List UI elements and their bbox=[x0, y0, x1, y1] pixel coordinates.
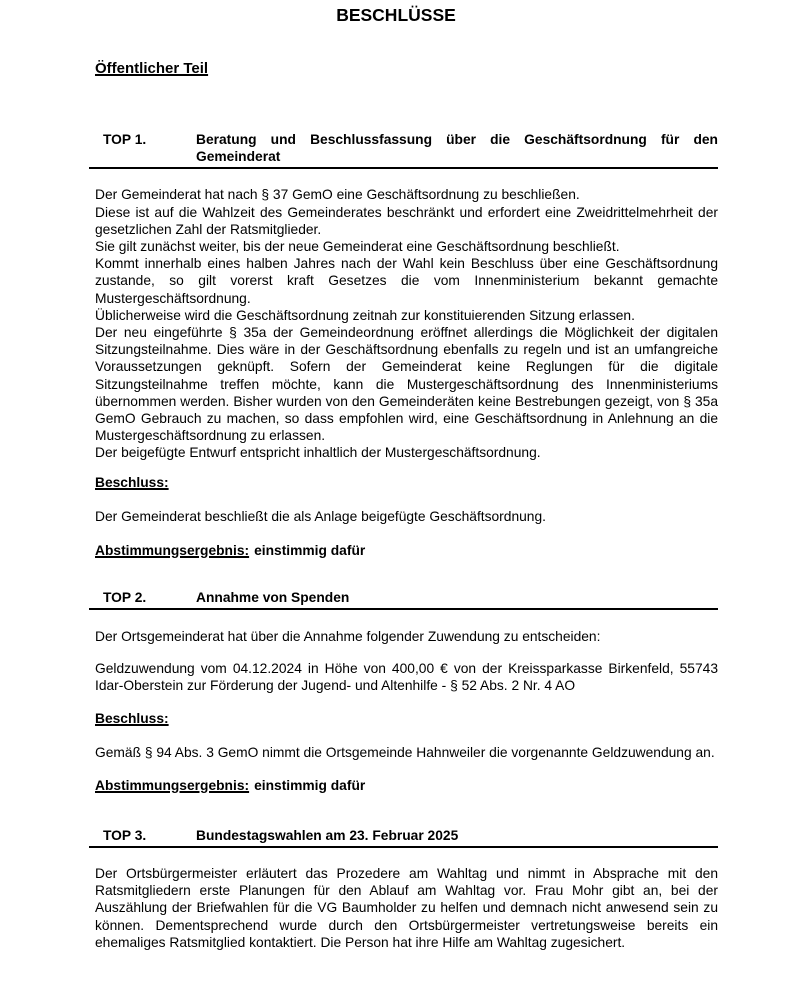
top3-title: Bundestagswahlen am 23. Februar 2025 bbox=[196, 827, 459, 843]
top3-heading bbox=[89, 827, 718, 848]
top1-title: Beratung und Beschlussfassung über die Geschäftsordnung für den Gemeinderat bbox=[196, 132, 718, 165]
paragraph: Der Ortsbürgermeister erläutert das Prozedere am Wahltag und nimmt in Absprache mit den Ratsmitgliedern erste Planungen für den Ablauf am Wahltag vor. Frau Mohr gibt an, bei der Auszählung der Briefwahlen für die VG Baumholder zu helfen und demnach nicht anwesend sein zu können. Dementsprechend wurde durch den Ortsbürgermeister vertretungsweise bereits ein ehemaliges Ratsmitglied kontaktiert. Die Person hat ihre Hilfe am Wahltag zugesichert. bbox=[95, 865, 718, 950]
top2-beschluss-body bbox=[95, 744, 718, 761]
paragraph: Kommt innerhalb eines halben Jahres nach der Wahl kein Beschluss über eine Geschäftsordnung zustande, so gilt vorerst kraft Gesetzes die vom Innenministerium bekannt gemachte Mustergeschäftsordnung. bbox=[95, 256, 718, 306]
paragraph: Diese ist auf die Wahlzeit des Gemeinderates beschränkt und erfordert eine Zweidrittelmehrheit der gesetzlichen Zahl der Ratsmitglieder. bbox=[95, 204, 718, 237]
abstimmung-label: Abstimmungsergebnis: bbox=[95, 778, 250, 794]
top2-intro bbox=[95, 628, 718, 645]
document-title: BESCHLÜSSE bbox=[336, 5, 456, 25]
top3-label: TOP 3. bbox=[103, 827, 147, 843]
document-page bbox=[0, 4, 792, 951]
top1-heading bbox=[89, 131, 718, 169]
paragraph: Der Gemeinderat hat nach § 37 GemO eine Geschäftsordnung zu beschließen. bbox=[95, 187, 580, 203]
abstimmung-label: Abstimmungsergebnis: bbox=[95, 543, 250, 559]
beschluss-text: Gemäß § 94 Abs. 3 GemO nimmt die Ortsgemeinde Hahnweiler die vorgenannte Geldzuwendung an. bbox=[95, 745, 715, 761]
top2-title: Annahme von Spenden bbox=[196, 590, 350, 606]
top3-body bbox=[95, 865, 718, 951]
section-heading-public-part: Öffentlicher Teil bbox=[95, 60, 209, 77]
top2-abstimmung bbox=[95, 777, 718, 794]
paragraph: Sie gilt zunächst weiter, bis der neue Gemeinderat eine Geschäftsordnung beschließt. bbox=[95, 239, 620, 255]
beschluss-text: Der Gemeinderat beschließt die als Anlage beigefügte Geschäftsordnung. bbox=[95, 508, 546, 524]
paragraph: Der beigefügte Entwurf entspricht inhaltlich der Mustergeschäftsordnung. bbox=[95, 445, 541, 461]
abstimmung-value: einstimmig dafür bbox=[254, 778, 366, 794]
top1-label: TOP 1. bbox=[103, 132, 147, 147]
top2-beschluss-label: Beschluss: bbox=[95, 711, 169, 727]
paragraph: Der Ortsgemeinderat hat über die Annahme folgender Zuwendung zu entscheiden: bbox=[95, 629, 601, 645]
top1-abstimmung bbox=[95, 542, 718, 559]
top1-beschluss-body bbox=[95, 508, 718, 525]
top1-beschluss-label: Beschluss: bbox=[95, 474, 169, 490]
paragraph: Geldzuwendung vom 04.12.2024 in Höhe von 400,00 € von der Kreissparkasse Birkenfeld, 55743 Idar-Oberstein zur Förderung der Jugend- und Altenhilfe - § 52 Abs. 2 Nr. 4 AO bbox=[95, 660, 718, 693]
top2-label: TOP 2. bbox=[103, 590, 147, 606]
top2-donation bbox=[95, 660, 718, 694]
abstimmung-value: einstimmig dafür bbox=[254, 543, 366, 559]
top1-body bbox=[95, 186, 718, 461]
paragraph: Üblicherweise wird die Geschäftsordnung zeitnah zur konstituierenden Sitzung erlassen. bbox=[95, 307, 635, 323]
paragraph: Der neu eingeführte § 35a der Gemeindeordnung eröffnet allerdings die Möglichkeit der digitalen Sitzungsteilnahme. Dies wäre in der Geschäftsordnung ebenfalls zu regeln und ist an umfangreiche Voraussetzungen geknüpft. Sofern der Gemeinderat keine Reglungen für die digitale Sitzungsteilnahme treffen möchte, kann die Mustergeschäftsordnung des Innenministeriums übernommen werden. Bisher wurden von den Gemeinderäten keine Bestrebungen gezeigt, von § 35a GemO Gebrauch zu machen, so dass empfohlen wird, eine Geschäftsordnung in Anlehnung an die Mustergeschäftsordnung zu erlassen. bbox=[95, 325, 718, 444]
top2-heading bbox=[89, 589, 718, 610]
